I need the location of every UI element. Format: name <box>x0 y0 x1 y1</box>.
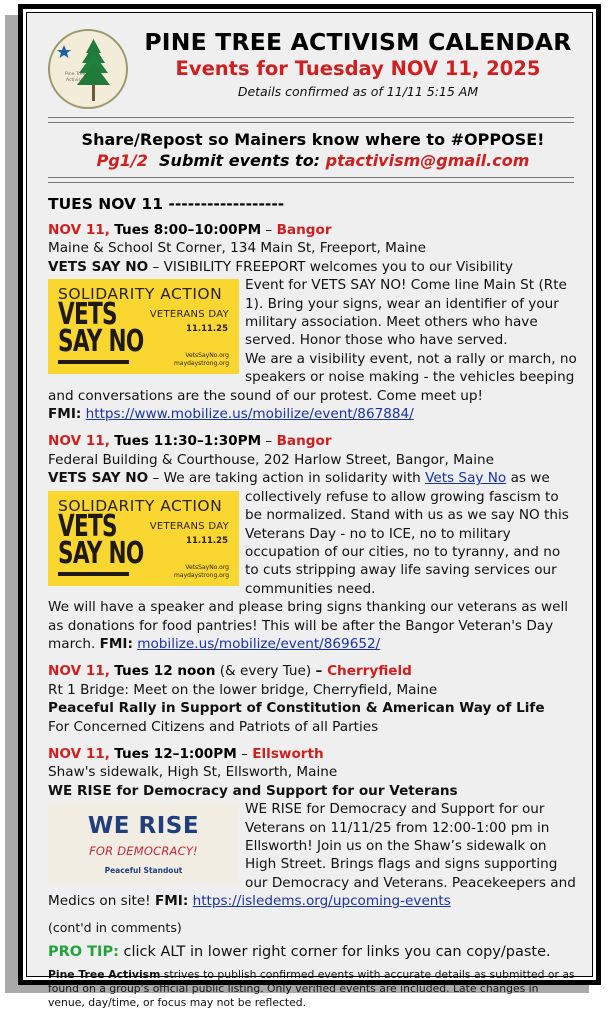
event-note: (& every Tue) <box>215 663 316 680</box>
event-desc: For Concerned Citizens and Patriots of all Parties <box>48 718 379 735</box>
event-time: Tues 12 noon <box>114 663 216 680</box>
event-intro-end: as we <box>506 470 550 487</box>
pro-tip <box>48 944 578 960</box>
event-item <box>48 221 578 423</box>
event-location: Rt 1 Bridge: Meet on the lower bridge, Cherryfield, Maine <box>48 681 438 698</box>
event-dash: – <box>261 433 277 450</box>
event-org: VETS SAY NO <box>48 258 149 275</box>
event-location: Shaw's sidewalk, High St, Ellsworth, Maine <box>48 764 338 781</box>
event-desc: Event for VETS SAY NO! Come line Main St (Rte 1). Bring your signs, wear an identifier of your military association. Meet others who have served. Honor those who have served. <box>245 277 567 349</box>
event-time: Tues 11:30–1:30PM <box>114 433 262 450</box>
confirmed-timestamp: Details confirmed as of 11/11 5:15 AM <box>237 84 479 99</box>
calendar-content <box>48 26 578 1010</box>
header <box>48 26 578 111</box>
event-dash: – <box>315 663 328 680</box>
disclaimer <box>48 968 578 1010</box>
image-headline: SOLIDARITY ACTION <box>58 285 223 304</box>
submit-email[interactable]: ptactivism@gmail.com <box>325 151 530 170</box>
event-place: Cherryfield <box>327 663 412 680</box>
svg-text:Activism: Activism <box>66 78 86 83</box>
vets-say-no-image <box>48 491 239 586</box>
image-sub: VETERANS DAY <box>149 309 229 321</box>
event-desc: WE RISE for Democracy and Support for our Veterans on 11/11/25 from 12:00-1:00 pm in Ellsworth! Join us on the Shaw’s sidewalk on High Street. Brings flags and signs supporting our Democracy and Veterans. Peacekeepers and Medics on site! FMI: https://isledems.org/upcoming-events <box>48 801 576 910</box>
event-dash: – <box>261 222 277 238</box>
event-desc: collectively refuse to allow growing fascism to be normalized. Stand with us as we say NO this Veterans Day - no to ICE, no to military occupation of our cities, no to tyranny, and no to cuts stripping away life saving services our communities need. <box>245 488 569 597</box>
event-desc-2: We will have a speaker and please bring signs thanking our veterans as well as donations for food pantries! This will be after the Bangor Veteran's Day march. FMI: mobilize.us/mobilize/event/869652/ <box>48 599 569 652</box>
pro-tip-text: click ALT in lower right corner for links you can copy/paste. <box>118 943 551 960</box>
event-link[interactable]: https://www.mobilize.us/mobilize/event/867884/ <box>85 406 414 423</box>
pine-tree-logo <box>48 29 128 109</box>
calendar-panel <box>26 12 593 1009</box>
image-big-text: VETS SAY NO <box>58 297 144 360</box>
event-time: Tues 8:00–10:00PM <box>114 222 262 238</box>
event-fmi <box>48 405 578 423</box>
event-item <box>48 662 578 736</box>
image-underline <box>58 572 129 576</box>
event-intro <box>48 258 578 276</box>
event-when <box>48 221 578 239</box>
event-when <box>48 662 578 680</box>
event-org: Peaceful Rally in Support of Constitution & American Way of Life <box>48 700 545 717</box>
event-when <box>48 432 578 450</box>
event-place: Bangor <box>276 222 332 238</box>
event-item <box>48 432 578 653</box>
event-intro-text: – VISIBILITY FREEPORT welcomes you to our Visibility <box>148 258 513 275</box>
event-date: NOV 11, <box>48 663 110 680</box>
fmi-label: FMI: <box>99 635 133 652</box>
event-org: WE RISE for Democracy and Support for our Veterans <box>48 782 458 799</box>
divider <box>48 177 574 183</box>
page-title: PINE TREE ACTIVISM CALENDAR <box>144 28 572 56</box>
pine-tree-icon <box>50 31 126 107</box>
event-place: Bangor <box>276 433 332 450</box>
submit-label: Submit events to: <box>159 151 321 170</box>
disclaimer-text: strives to publish confirmed events with accurate details as submitted or as found on a group's official public listing. Only verified events are included. Late changes in venue, day/time, or focus may not be reflected. <box>48 967 575 1009</box>
image-headline: SOLIDARITY ACTION <box>58 496 223 515</box>
image-date: 11.11.25 <box>186 535 228 546</box>
event-date: NOV 11, <box>48 222 110 238</box>
event-date: NOV 11, <box>48 745 110 762</box>
calendar-frame <box>18 4 601 1009</box>
continued-note: (cont'd in comments) <box>48 919 182 935</box>
disclaimer-org: Pine Tree Activism <box>48 967 161 981</box>
submit-line <box>48 150 578 171</box>
image-urls: VetsSayNo.org maydaystrong.org <box>174 563 229 579</box>
event-location: Federal Building & Courthouse, 202 Harlow Street, Bangor, Maine <box>48 451 494 468</box>
image-urls: VetsSayNo.org maydaystrong.org <box>174 352 229 368</box>
image-sub: FOR DEMOCRACY! <box>89 844 198 859</box>
page-subtitle: Events for Tuesday NOV 11, 2025 <box>175 57 541 80</box>
event-time: Tues 12–1:00PM <box>114 745 237 762</box>
image-underline <box>58 360 129 364</box>
image-caption: Peaceful Standout <box>104 866 183 876</box>
image-big-text: VETS SAY NO <box>58 508 144 571</box>
vets-say-no-image <box>48 279 239 374</box>
event-when <box>48 745 578 763</box>
fmi-label: FMI: <box>48 406 82 423</box>
event-location: Maine & School St Corner, 134 Main St, Freeport, Maine <box>48 240 426 257</box>
event-place: Ellsworth <box>252 745 324 762</box>
svg-text:Pine Tree: Pine Tree <box>65 72 86 77</box>
event-intro-text: – We are taking action in solidarity with <box>148 470 426 487</box>
event-link[interactable]: mobilize.us/mobilize/event/869652/ <box>137 635 381 652</box>
image-date: 11.11.25 <box>186 324 228 335</box>
event-link[interactable]: https://isledems.org/upcoming-events <box>192 893 451 910</box>
event-desc-2: We are a visibility event, not a rally or march, no speakers or noise making - the vehicles beeping and conversations are the sound of our protest. Come meet up! <box>48 350 577 404</box>
day-heading: TUES NOV 11 ------------------ <box>48 195 285 213</box>
image-sub: VETERANS DAY <box>149 520 229 532</box>
vets-say-no-link[interactable]: Vets Say No <box>425 470 507 487</box>
event-org: VETS SAY NO <box>48 470 149 487</box>
share-line: Share/Repost so Mainers know where to #OPPOSE! <box>81 130 545 149</box>
event-intro <box>48 469 578 487</box>
event-date: NOV 11, <box>48 433 110 450</box>
event-item <box>48 745 578 911</box>
pro-tip-label: PRO TIP: <box>48 943 119 960</box>
page-indicator: Pg1/2 <box>96 151 148 170</box>
we-rise-image <box>48 803 239 883</box>
fmi-label: FMI: <box>154 893 189 910</box>
event-dash: – <box>236 745 253 762</box>
image-headline: WE RISE <box>87 813 200 840</box>
share-banner <box>48 123 578 177</box>
